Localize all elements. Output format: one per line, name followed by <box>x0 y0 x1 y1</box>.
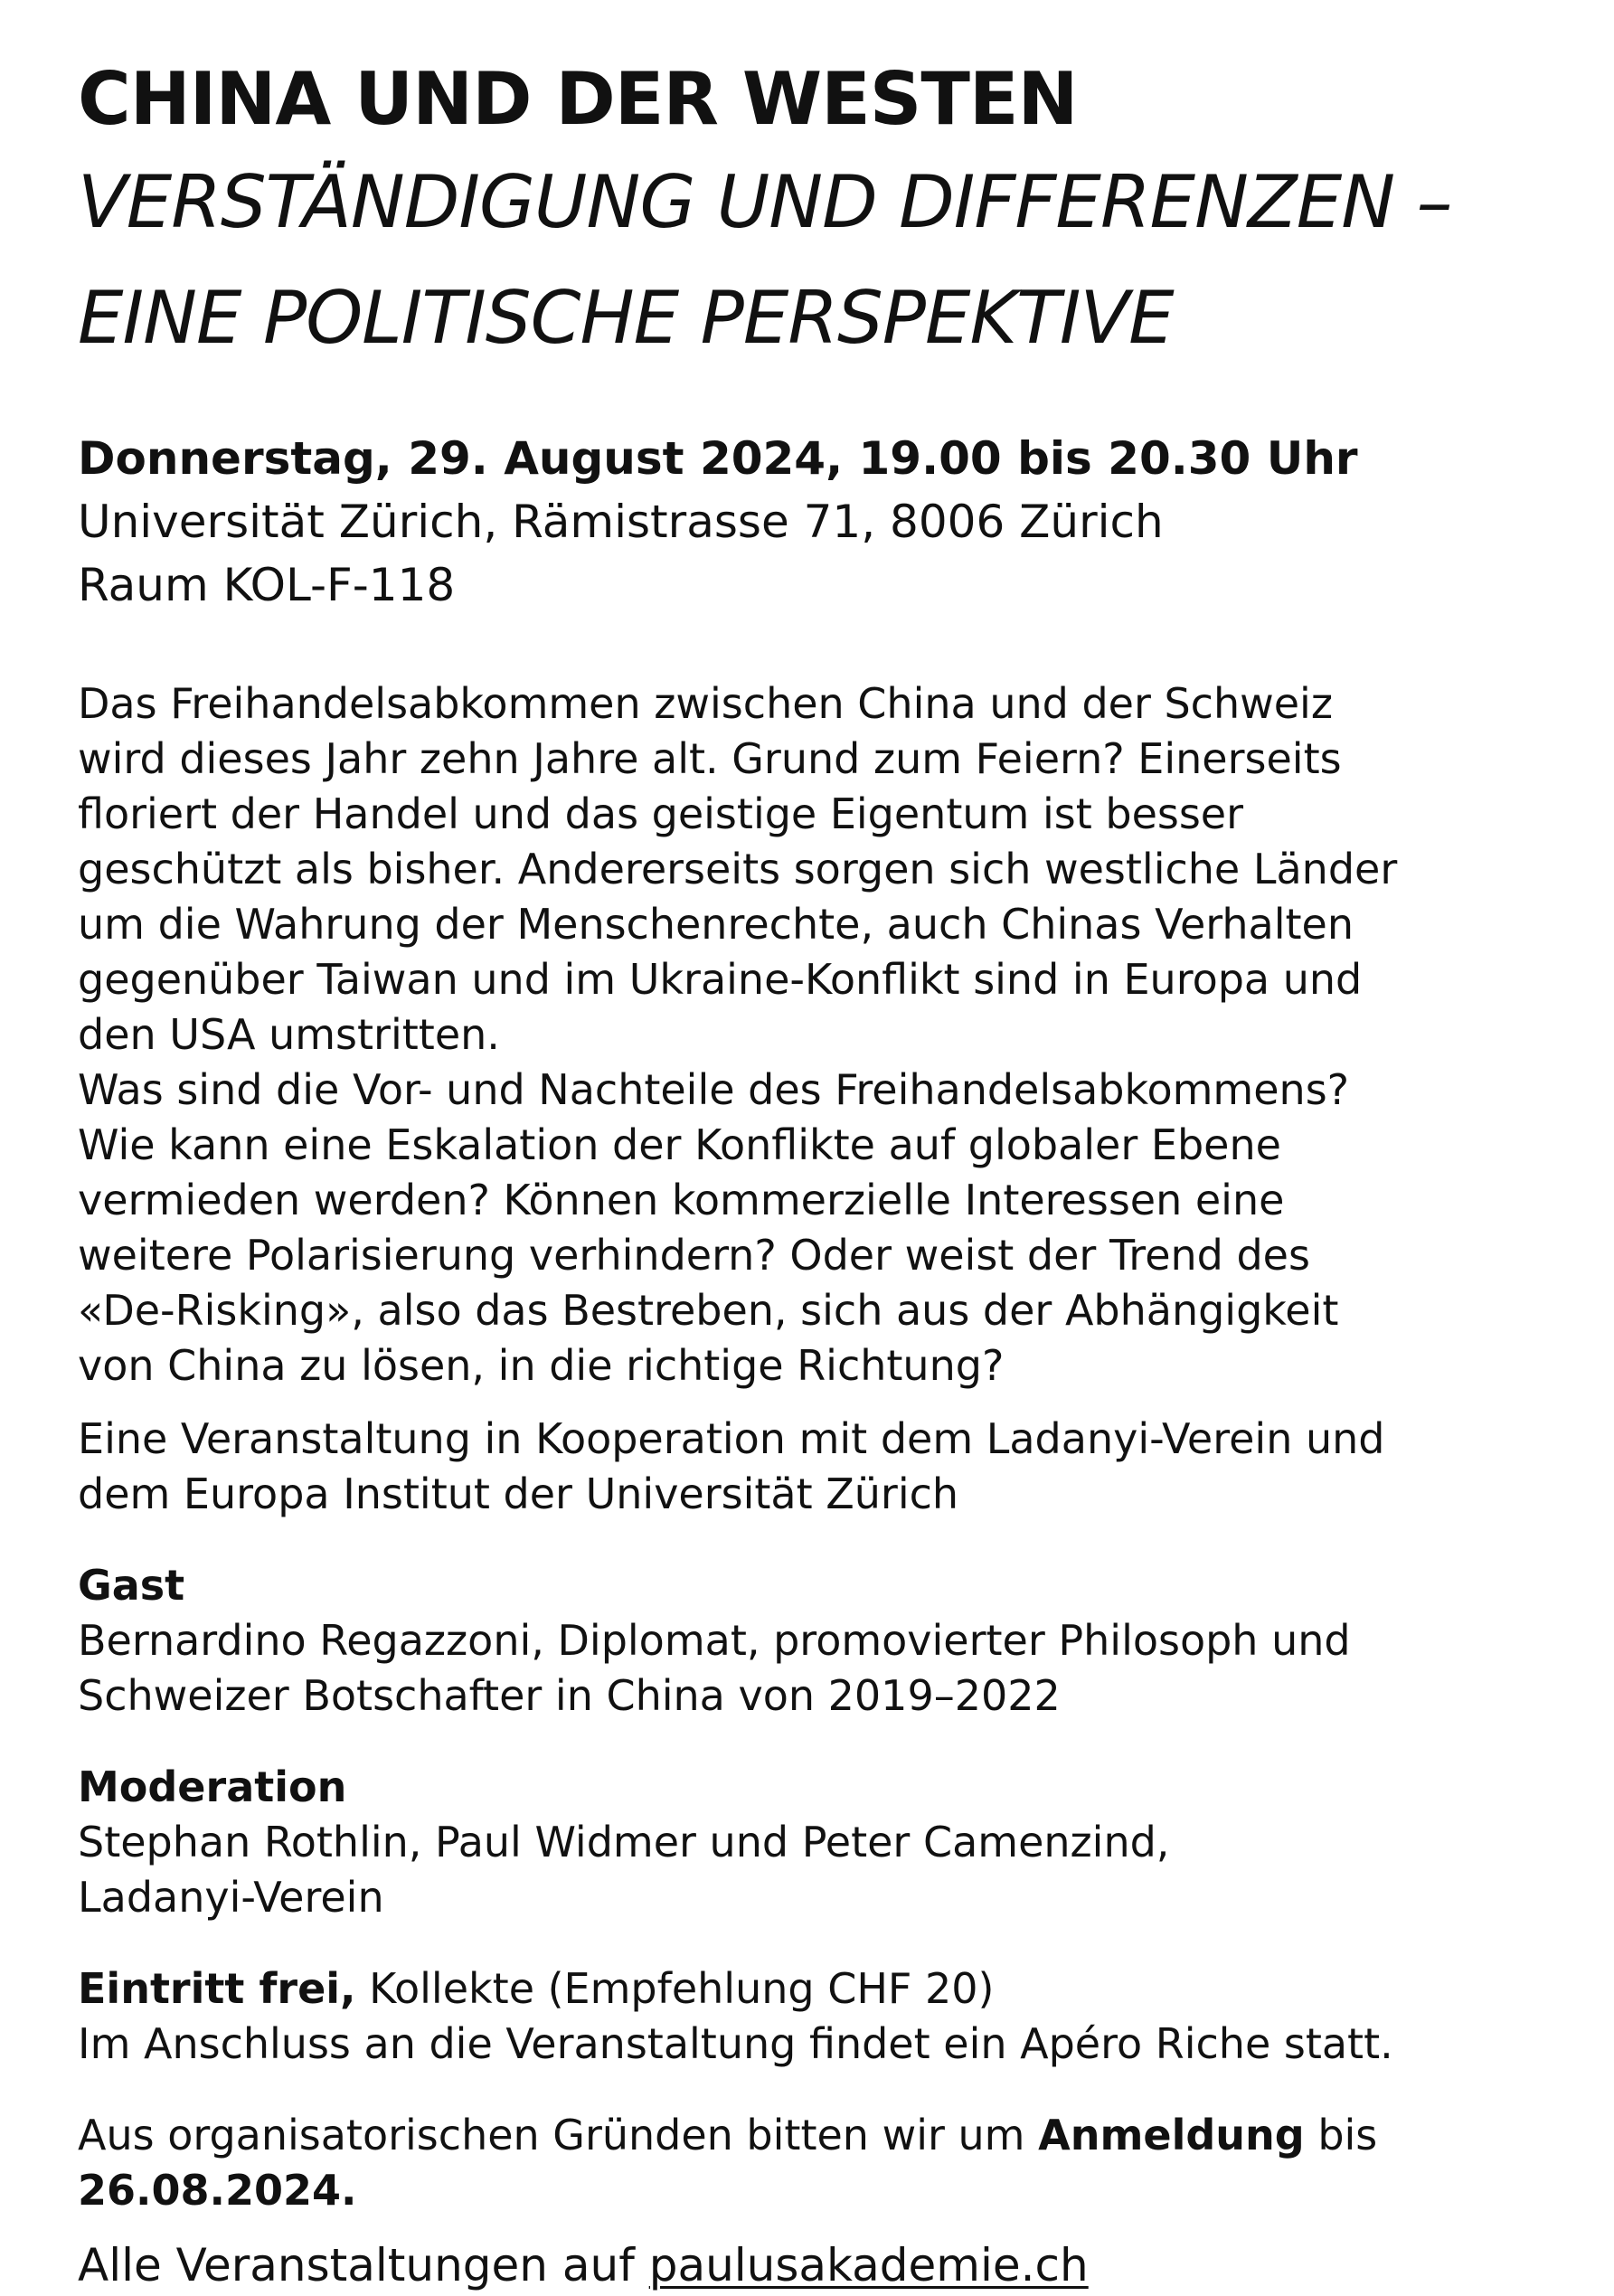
text-line: wird dieses Jahr zehn Jahre alt. Grund zum Feiern? Einerseits <box>78 734 1342 783</box>
registration-section <box>78 2108 1561 2218</box>
text-line: Eine Veranstaltung in Kooperation mit dem Ladanyi-Verein und <box>78 1414 1385 1463</box>
page-subtitle <box>78 145 1561 376</box>
text-line: Bernardino Regazzoni, Diplomat, promovierter Philosoph und <box>78 1616 1351 1665</box>
text-line: von China zu lösen, in die richtige Richtung? <box>78 1341 1005 1390</box>
admission-line <box>78 1961 1561 2017</box>
moderation-heading: Moderation <box>78 1762 347 1811</box>
apero-note: Im Anschluss an die Veranstaltung findet ein Apéro Riche statt. <box>78 2019 1393 2068</box>
event-date-time: Donnerstag, 29. August 2024, 19.00 bis 20.30 Uhr <box>78 432 1358 485</box>
subtitle-line: EINE POLITISCHE PERSPEKTIVE <box>78 276 1174 360</box>
moderation-section <box>78 1760 1561 1925</box>
description-paragraph-1 <box>78 676 1561 1063</box>
footer-prefix: Alle Veranstaltungen auf <box>78 2239 649 2291</box>
event-details <box>78 427 1561 617</box>
text-line: geschützt als bisher. Andererseits sorgen sich westliche Länder <box>78 845 1398 893</box>
guest-section <box>78 1558 1561 1724</box>
admission-free-label: Eintritt frei, <box>78 1964 356 2013</box>
footer-events <box>78 2235 1561 2296</box>
text-line: weitere Polarisierung verhindern? Oder weist der Trend des <box>78 1231 1310 1280</box>
event-flyer <box>78 54 1561 2296</box>
website-link[interactable]: paulusakademie.ch <box>648 2239 1089 2291</box>
text-line: Das Freihandelsabkommen zwischen China und der Schweiz <box>78 679 1333 728</box>
cooperation-note <box>78 1412 1561 1522</box>
text-line: «De-Risking», also das Bestreben, sich aus der Abhängigkeit <box>78 1286 1339 1335</box>
guest-heading: Gast <box>78 1561 185 1610</box>
admission-section <box>78 1961 1561 2072</box>
subtitle-line: VERSTÄNDIGUNG UND DIFFERENZEN – <box>78 160 1452 244</box>
registration-text: Aus organisatorischen Gründen bitten wir um <box>78 2111 1039 2159</box>
admission-collection: Kollekte (Empfehlung CHF 20) <box>355 1964 995 2013</box>
text-line: Ladanyi-Verein <box>78 1873 384 1922</box>
registration-deadline-date: 26.08.2024. <box>78 2166 357 2215</box>
text-line: um die Wahrung der Menschenrechte, auch Chinas Verhalten <box>78 900 1354 949</box>
description-paragraph-2 <box>78 1063 1561 1394</box>
event-location: Universität Zürich, Rämistrasse 71, 8006 Zürich <box>78 496 1164 548</box>
registration-text-after: bis <box>1304 2111 1378 2159</box>
text-line: Wie kann eine Eskalation der Konflikte auf globaler Ebene <box>78 1120 1281 1169</box>
text-line: floriert der Handel und das geistige Eigentum ist besser <box>78 789 1244 838</box>
text-line: dem Europa Institut der Universität Zürich <box>78 1469 959 1518</box>
text-line: Was sind die Vor- und Nachteile des Freihandelsabkommens? <box>78 1065 1350 1114</box>
text-line: vermieden werden? Können kommerzielle Interessen eine <box>78 1176 1285 1224</box>
text-line: Stephan Rothlin, Paul Widmer und Peter Camenzind, <box>78 1818 1170 1866</box>
text-line: gegenüber Taiwan und im Ukraine-Konflikt sind in Europa und <box>78 955 1363 1004</box>
registration-line <box>78 2108 1561 2163</box>
registration-deadline <box>78 2163 1561 2218</box>
page-title: CHINA UND DER WESTEN <box>78 57 1078 141</box>
text-line: Schweizer Botschafter in China von 2019–2022 <box>78 1671 1061 1720</box>
event-room: Raum KOL-F-118 <box>78 559 456 611</box>
text-line: den USA umstritten. <box>78 1010 500 1059</box>
registration-keyword: Anmeldung <box>1038 2111 1305 2159</box>
